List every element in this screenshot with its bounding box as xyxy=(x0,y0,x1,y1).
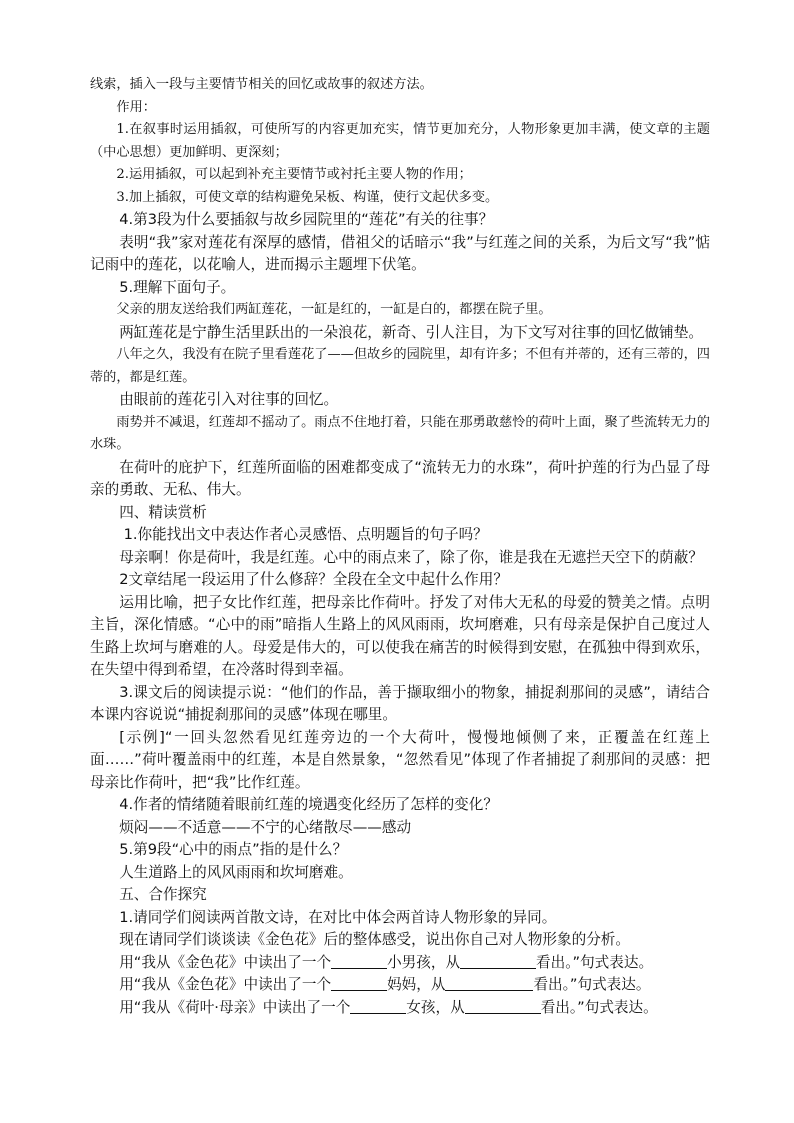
answer: 由眼前的莲花引入对往事的回忆。 xyxy=(119,391,339,408)
section-heading: 四、精读赏析 xyxy=(119,503,207,521)
fill-in-sentence xyxy=(90,974,710,997)
fill-text: 看出。”句式表达。 xyxy=(533,976,651,993)
answer: 表明“我”家对莲花有深厚的感情，借祖父的话暗示“我”与红莲之间的关系，为后文写“我”惦记雨中的莲花，以花喻人，进而揭示主题埋下伏笔。 xyxy=(90,233,710,273)
answer: [示例]“一回头忽然看见红莲旁边的一个大荷叶，慢慢地倾侧了来，正覆盖在红莲上面……”荷叶覆盖雨中的红莲，本是自然景象，“忽然看见”体现了作者捕捉了刹那间的灵感：把母亲比作荷叶，把“我”比作红莲。 xyxy=(90,728,710,791)
fill-in-sentence xyxy=(90,952,710,975)
answer: 在荷叶的庇护下，红莲所面临的困难都变成了“流转无力的水珠”，荷叶护莲的行为凸显了母亲的勇敢、无私、伟大。 xyxy=(90,458,710,498)
answer-blank[interactable] xyxy=(350,998,406,1014)
paragraph: 1.在叙事时运用插叙，可使所写的内容更加充实，情节更加充分，人物形象更加丰满，使文章的主题（中心思想）更加鲜明、更深刻； xyxy=(90,122,710,160)
quote: 雨势并不减退，红莲却不摇动了。雨点不住地打着，只能在那勇敢慈怜的荷叶上面，聚了些流转无力的水珠。 xyxy=(90,414,710,452)
fill-text: 女孩，从 xyxy=(406,998,465,1016)
fill-text: 用“我从《荷叶·母亲》中读出了一个 xyxy=(119,998,351,1016)
paragraph: 2.运用插叙，可以起到补充主要情节或衬托主要人物的作用； xyxy=(116,167,472,182)
instruction: 现在请同学们谈谈读《金色花》后的整体感受，说出你自己对人物形象的分析。 xyxy=(119,931,630,948)
answer: 烦闷——不适意——不宁的心绪散尽——感动 xyxy=(119,818,412,836)
answer-blank[interactable] xyxy=(465,998,541,1014)
quote: 父亲的朋友送给我们两缸莲花，一缸是红的，一缸是白的，都摆在院子里。 xyxy=(116,302,552,317)
fill-in-sentence xyxy=(90,997,710,1020)
question: 4.作者的情绪随着眼前红莲的境遇变化经历了怎样的变化？ xyxy=(119,796,498,813)
answer-blank[interactable] xyxy=(331,975,387,991)
answer: 两缸莲花是宁静生活里跃出的一朵浪花，新奇、引人注目，为下文写对往事的回忆做铺垫。 xyxy=(119,323,703,341)
question: 2文章结尾一段运用了什么修辞？全段在全文中起什么作用？ xyxy=(119,571,508,588)
quote: 八年之久，我没有在院子里看莲花了——但故乡的园院里，却有许多；不但有并蒂的，还有三蒂的，四蒂的，都是红莲。 xyxy=(90,347,710,385)
answer: 运用比喻，把子女比作红莲，把母亲比作荷叶。抒发了对伟大无私的母爱的赞美之情。点明主旨，深化情感。“心中的雨”暗指人生路上的风风雨雨，坎坷磨难，只有母亲是保护自己度过人生路上坎坷与磨难的人。母爱是伟大的，可以使我在痛苦的时候得到安慰，在孤独中得到欢乐，在失望中得到希望，在冷落时得到幸福。 xyxy=(90,593,710,678)
question: 1.请同学们阅读两首散文诗，在对比中体会两首诗人物形象的异同。 xyxy=(119,908,557,926)
fill-text: 看出。”句式表达。 xyxy=(536,953,654,971)
question: 3.课文后的阅读提示说：“他们的作品，善于撷取细小的物象，捕捉刹那间的灵感”，请结合本课内容说说“捕捉刹那间的灵感”体现在哪里。 xyxy=(90,683,710,723)
fill-text: 看出。”句式表达。 xyxy=(540,998,658,1016)
question: 5.理解下面句子。 xyxy=(119,278,236,296)
paragraph: 作用： xyxy=(116,99,156,115)
answer-blank[interactable] xyxy=(460,953,536,969)
document-body xyxy=(90,74,710,1019)
question: 4.第3段为什么要插叙与故乡园院里的“莲花”有关的往事？ xyxy=(119,211,494,228)
answer-blank[interactable] xyxy=(445,975,533,991)
question: 1.你能找出文中表达作者心灵感悟、点明题旨的句子吗？ xyxy=(123,526,488,543)
fill-text: 用“我从《金色花》中读出了一个 xyxy=(119,953,332,971)
answer: 人生道路上的风风雨雨和坎坷磨难。 xyxy=(119,863,353,881)
fill-text: 小男孩，从 xyxy=(387,953,461,971)
question: 5.第9段“心中的雨点”指的是什么？ xyxy=(119,841,348,858)
answer-blank[interactable] xyxy=(331,953,387,969)
fill-text: 妈妈，从 xyxy=(387,976,446,993)
fill-text: 用“我从《金色花》中读出了一个 xyxy=(119,976,332,993)
answer: 母亲啊！你是荷叶，我是红莲。心中的雨点来了，除了你，谁是我在无遮拦天空下的荫蔽？ xyxy=(119,548,703,566)
section-heading: 五、合作探究 xyxy=(119,886,207,903)
paragraph: 3.加上插叙，可使文章的结构避免呆板、构谨，使行文起伏多变。 xyxy=(116,189,499,205)
paragraph: 线索，插入一段与主要情节相关的回忆或故事的叙述方法。 xyxy=(90,77,433,92)
